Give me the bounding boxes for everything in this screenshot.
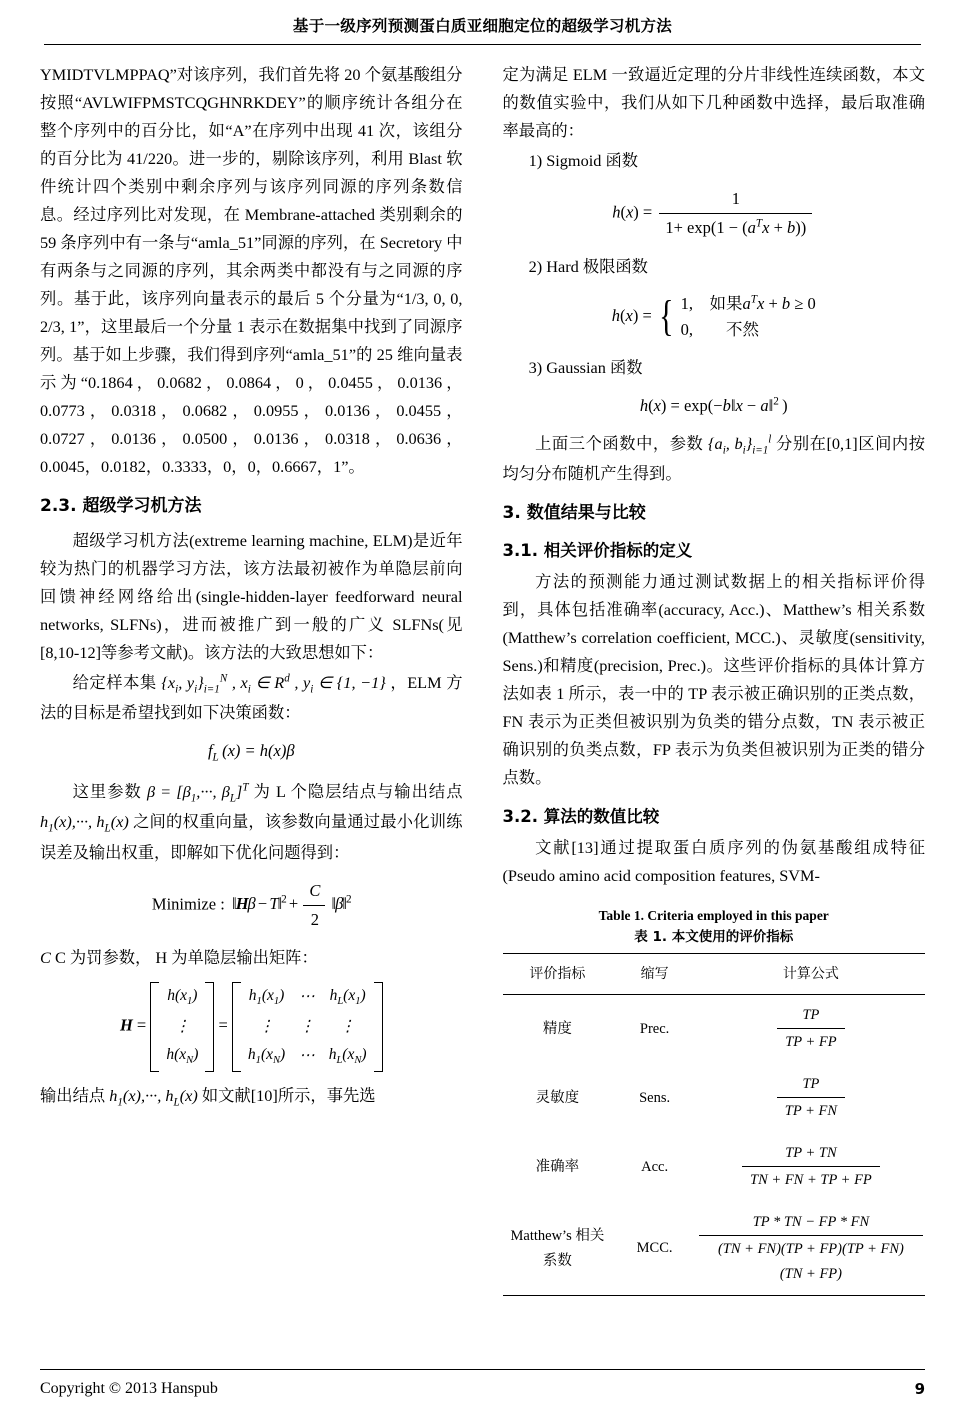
formula-numerator: TP + TN: [785, 1144, 837, 1161]
paragraph-output-node: [40, 1082, 463, 1112]
row-formula-sensitivity: [697, 1064, 925, 1133]
formula-denominator: (TN + FN)(TP + FP)(TP + FN)(TN + FP): [699, 1235, 923, 1288]
footer: [40, 1380, 925, 1398]
matrix-h-column: $h(x_1)$ ⋮ $h(x_N)$: [150, 982, 214, 1071]
paragraph-criteria-definition: 方法的预测能力通过测试数据上的相关指标评价得到，具体包括准确率(accuracy, Acc.)、Matthew’s 相关系数(Matthew’s correlation coefficient, MCC.)、灵敏度(sensitivity, Sens.)和精度(precision, Prec.)。这些评价指标的具体计算方法如表 1 所示，表一中的 TP 表示被正确识别的正类点数，FN 表示为正类但被识别为负类的错分点数，TN 表示被正确识别的负类点数，FP 表示为负类但被识别为正类的错分点数。: [502, 572, 925, 788]
table-caption-en: Table 1. Criteria employed in this paper: [598, 908, 829, 924]
paragraph-elm-intro: 超级学习机方法(extreme learning machine, ELM)是近年较为热门的机器学习方法，该方法最初被作为单隐层前向回馈神经网络给出(single-hidden-layer feedforward neural networks, SLFNs)，进而被推广到一般的广义 SLFNs(见[8,10-12]等参考文献)。该方法的大致思想如下：: [40, 531, 463, 663]
section-heading-2-3: 2.3. 超级学习机方法: [40, 496, 202, 517]
table-header-abbr: 缩写: [612, 953, 697, 994]
paragraph-parameters-uniform: [503, 430, 926, 488]
equation-minimize: [40, 877, 463, 935]
row-label-sensitivity: 灵敏度: [535, 1089, 580, 1106]
row-abbr-precision: Prec.: [612, 995, 697, 1064]
list-item-sigmoid: 1) Sigmoid 函数: [528, 151, 639, 171]
minimize-expression: ‖Hβ − T‖$^2$ + $\frac{C}{2}$ ‖β‖$^2$: [229, 894, 351, 913]
table-row: [503, 1133, 926, 1202]
paragraph-beta-parameter: [40, 778, 463, 867]
two-column-body: [40, 61, 925, 1296]
copyright-text: Copyright © 2013 Hanspub: [40, 1380, 218, 1397]
row-formula-accuracy: [697, 1133, 925, 1202]
sample-set-prefix: 给定样本集: [72, 673, 157, 693]
output-node-math: $h_1(x),\cdot\cdot\cdot$, $h_L(x)$: [109, 1085, 198, 1108]
params-suffix: 分别在[0,1]区间内按均匀分布随机产生得到。: [502, 434, 926, 484]
sample-set-suffix: ，ELM 方法的目标是希望找到如下决策函数：: [40, 673, 463, 723]
minimize-label: Minimize :: [151, 894, 225, 914]
params-math: {$a_i$, $b_i\}_{i=1}^l$: [708, 433, 772, 457]
h-nodes-math: $h_1(x),\cdot\cdot\cdot$, $h_L(x)$: [40, 812, 129, 835]
header-rule: [44, 44, 921, 45]
formula-numerator: TP: [802, 1075, 820, 1092]
running-head: 基于一级序列预测蛋白质亚细胞定位的超级学习机方法: [292, 17, 673, 35]
equation-hidden-layer-matrix: H = $h(x_1)$ ⋮ $h(x_N)$ = $h_1(x_1)$ ⋯ $h_L(x_1)$ ⋮ ⋮ ⋮ $h_1(x_N)$ ⋯ $h_L(x_N)$: [40, 982, 463, 1071]
beta-middle: 为 L 个隐层结点与输出结点: [253, 782, 463, 801]
paragraph-sample-set: [40, 669, 463, 727]
table-caption-zh: 表 1. 本文使用的评价指标: [634, 928, 794, 945]
row-abbr-accuracy: Acc.: [641, 1158, 669, 1175]
paragraph-sequence-encoding: YMIDTVLMPPAQ”对该序列，我们首先将 20 个氨基酸组分按照“AVLWIFPMSTCQGHNRKDEY”的顺序统计各组分在整个序列中的百分比，如“A”在序列中出现 41 次，该组分的百分比为 41/220。进一步的，剔除该序列，利用 Blast 软件统计四个类别中剩余序列与该序列同源的序列条数信息。经过序列比对发现，在 Membrane-attached 类别剩余的 59 条序列中有一条与“amla_51”同源的序列，在 Secretory 中有两条与之同源的序列，其余两类中都没有与之同源的序列。基于此，该序列向量表示的最后 5 个分量为“1/3, 0, 0, 2/3, 1”，这里最后一个分量 1 表示在数据集中找到了同源序列。基于如上步骤，我们得到序列“amla_51”的 25 维向量表示为“0.1864，0.0682，0.0864，0，0.0455，0.0136，0.0773，0.0318，0.0682，0.0955，0.0136，0.0455，0.0727，0.0136，0.0500，0.0136，0.0318，0.0636，0.0045，0.0182，0.3333，0，0，0.6667，1”。: [40, 65, 463, 477]
left-column: [40, 61, 463, 1296]
sample-set-math: {$x_i$, $y_i\}_{i=1}^N$ , $x_i$ ∈ $R^d$ , $y_i$ ∈ {1, −1}: [161, 672, 386, 696]
params-prefix: 上面三个函数中，参数: [535, 434, 704, 453]
criteria-table: [503, 953, 926, 1297]
equation-decision-function: $f_L$ (x) = h(x)β: [207, 741, 295, 764]
output-node-prefix: 输出结点: [40, 1085, 106, 1105]
left-brace: {: [659, 292, 674, 340]
formula-numerator: TP: [802, 1007, 820, 1024]
table-header-metric: 评价指标: [503, 953, 613, 994]
beta-suffix: 之间的权重向量，该参数向量通过最小化训练误差及输出权重，即解如下优化问题得到：: [40, 812, 463, 862]
row-formula-precision: [697, 995, 925, 1064]
table-row: [503, 1202, 926, 1296]
matrix-h-expanded: $h_1(x_1)$ ⋯ $h_L(x_1)$ ⋮ ⋮ ⋮ $h_1(x_N)$ ⋯ $h_L(x_N)$: [232, 982, 383, 1071]
row-label-mcc: Matthew’s 相关系数: [503, 1202, 613, 1296]
list-item-gaussian: 3) Gaussian 函数: [528, 357, 643, 377]
equation-sigmoid: h(x) = $\frac{1}{1+ \exp(1 - (a^Tx + b))}$: [503, 185, 926, 243]
hard-case-2-text: 不然: [726, 320, 760, 340]
formula-denominator: TN + FN + TP + FP: [742, 1166, 880, 1194]
list-item-hard: 2) Hard 极限函数: [528, 256, 648, 276]
hard-case-1-text: 如果: [709, 293, 743, 313]
paragraph-numerical-comparison: 文献[13]通过提取蛋白质序列的伪氨基酸组成特征(Pseudo amino acid composition features, SVM-: [502, 838, 925, 886]
row-label-precision: 精度: [503, 995, 613, 1064]
output-node-suffix: 如文献[10]所示，事先选: [201, 1085, 376, 1105]
table-row: [503, 1064, 926, 1133]
row-abbr-mcc: MCC.: [612, 1202, 697, 1296]
formula-denominator: TP + FN: [777, 1097, 845, 1125]
beta-math: $\beta = [\beta_1,\cdot\cdot\cdot$, $\beta_L]^T$: [146, 781, 249, 805]
page-number: 9: [914, 1380, 925, 1398]
paragraph-activation-intro: 定为满足 ELM 一致逼近定理的分片非线性连续函数，本文的数值实验中，我们从如下几种函数中选择，最后取准确率最高的：: [502, 65, 925, 141]
formula-denominator: TP + FP: [777, 1028, 844, 1056]
equation-hard-limit: h(x) = { 1, 如果$a^Tx + b \ge 0$ 0, 不然: [503, 291, 926, 344]
beta-prefix: 这里参数: [72, 782, 142, 801]
row-formula-mcc: [697, 1202, 925, 1296]
table-header-formula: 计算公式: [697, 953, 925, 994]
right-column: [503, 61, 926, 1296]
table-row: [503, 995, 926, 1064]
equation-gaussian: h(x) = exp(−b‖x − a‖$^2$ ): [639, 395, 788, 415]
table-caption: [503, 906, 926, 947]
paragraph-penalty-parameter: C C 为罚参数， H 为单隐层输出矩阵：: [40, 948, 318, 968]
penalty-text: C 为罚参数， H 为单隐层输出矩阵：: [54, 948, 318, 968]
row-label-accuracy: 准确率: [535, 1158, 580, 1175]
section-heading-3-1: 3.1. 相关评价指标的定义: [502, 541, 693, 561]
formula-numerator: TP * TN − FP * FN: [752, 1213, 870, 1230]
footer-rule: [40, 1369, 925, 1370]
section-heading-3: 3. 数值结果与比较: [502, 503, 646, 524]
row-abbr-sensitivity: Sens.: [639, 1089, 671, 1106]
section-heading-3-2: 3.2. 算法的数值比较: [502, 807, 660, 827]
hard-limit-cases: 1, 如果$a^Tx + b \ge 0$ 0, 不然: [680, 293, 816, 340]
